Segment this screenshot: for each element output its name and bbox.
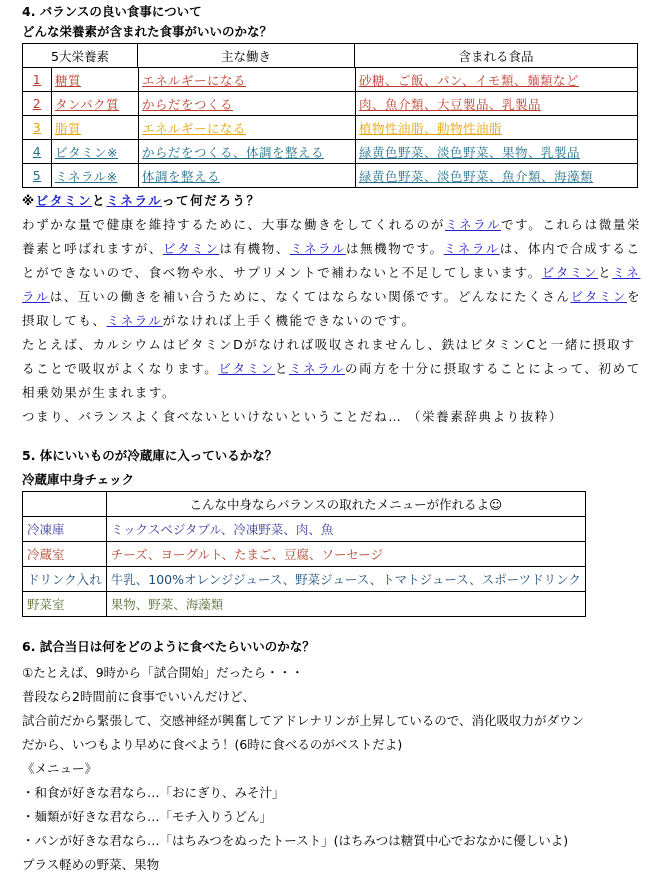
fridge-table (22, 491, 586, 617)
section-6-line: プラス軽めの野菜、果物 (22, 857, 160, 872)
mineral-link[interactable]: ミネラル (22, 265, 641, 304)
cell-role (139, 68, 356, 92)
nutrient-foods: 植物性油脂、動物性油脂 (359, 120, 503, 136)
fridge-items: チーズ、ヨーグルト、たまご、豆腐、ソーセージ (106, 542, 585, 567)
vitamin-link[interactable]: ビタミン (218, 361, 275, 376)
cell-name (52, 68, 139, 92)
nutrient-foods: 緑黄色野菜、淡色野菜、魚介類、海藻類 (359, 168, 594, 184)
fridge-place: 冷凍庫 (23, 517, 107, 542)
mineral-link[interactable]: ミネラル (288, 361, 345, 376)
table-row (23, 140, 638, 164)
section-4-title: 4. バランスの良い食事について (22, 4, 202, 19)
section-6-line: だから、いつもより早めに食べよう！(6時に食べるのがベストだよ) (22, 737, 403, 752)
row-number: 3 (32, 120, 42, 135)
cell-name (52, 92, 139, 116)
p1-text-c: は有機物、 (219, 241, 290, 256)
vitamin-link[interactable]: ビタミン (163, 241, 220, 256)
header-role: 主な働き (138, 44, 355, 68)
vitamin-link[interactable]: ビタミン (35, 193, 93, 208)
nutrient-name: 脂質 (55, 120, 82, 136)
row-number: 4 (32, 144, 42, 159)
section-6-line: 《メニュー》 (22, 761, 98, 776)
p1-text-b: です。これらは微量栄養素と呼ばれますが、 (22, 217, 642, 256)
nutrient-role: からだをつくる (142, 96, 234, 112)
cell-role (139, 92, 356, 116)
table-row (23, 116, 638, 140)
fridge-items: 牛乳、100%オレンジジュース、野菜ジュース、トマトジュース、スポーツドリンク (106, 567, 585, 592)
section-5-title: 5. 体にいいものが冷蔵庫に入っているかな？ (22, 448, 278, 463)
fridge-header-row (23, 492, 586, 517)
section-6-lines (22, 661, 642, 877)
nutrients-table (22, 43, 638, 68)
cell-num (23, 164, 52, 188)
vitamin-link[interactable]: ビタミン (570, 289, 627, 304)
mineral-link[interactable]: ミネラル (106, 313, 163, 328)
cell-num (23, 140, 52, 164)
fridge-place: ドリンク入れ (23, 567, 107, 592)
section-6-line: ・和食が好きな君なら…「おにぎり、みそ汁」 (22, 785, 285, 800)
table-row (23, 517, 586, 542)
cell-name (52, 164, 139, 188)
table-row (23, 567, 586, 592)
cell-role (139, 116, 356, 140)
paragraph-3: つまり、バランスよく食べないといけないということだね… （栄養素辞典より抜粋） (22, 409, 563, 424)
table-row (23, 92, 638, 116)
nutrient-foods: 緑黄色野菜、淡色野菜、果物、乳製品 (359, 144, 581, 160)
note-mark: ※ (22, 193, 36, 208)
fridge-items: 果物、野菜、海藻類 (106, 592, 585, 617)
table-row (23, 164, 638, 188)
mineral-link[interactable]: ミネラル (289, 241, 346, 256)
note-to: と (92, 193, 107, 208)
p2-text-a: たとえば、カルシウムはビタミンDがなければ吸収されませんし、鉄はビタミンCと一緒に摂取することで吸収がよくなります。 (22, 337, 636, 376)
header-foods: 含まれる食品 (355, 44, 638, 68)
cell-role (139, 164, 356, 188)
nutrients-rows (22, 67, 638, 188)
section-4-subtitle: どんな栄養素が含まれた食事がいいのかな？ (22, 24, 273, 39)
cell-foods (356, 164, 638, 188)
nutrient-name: ミネラル※ (55, 168, 118, 184)
note-heading (22, 189, 642, 213)
cell-num (23, 92, 52, 116)
p1-text-d: は無機物です。 (345, 241, 444, 256)
nutrient-role: エネルギーになる (142, 120, 247, 136)
table-row (23, 542, 586, 567)
p2-to: と (274, 361, 289, 376)
fridge-header-blank (23, 492, 107, 517)
nutrient-role: 体調を整える (142, 168, 221, 184)
table-row (23, 68, 638, 92)
p1-text-g: は、互いの働きを補い合うために、なくてはならない関係です。どんなにたくさん (49, 289, 571, 304)
nutrient-name: ビタミン※ (55, 144, 118, 160)
vitamin-link[interactable]: ビタミン (541, 265, 599, 280)
note-suffix: って何だろう？ (161, 193, 261, 208)
cell-num (23, 68, 52, 92)
section-6-line: 普段なら2時間前に食事でいいんだけど、 (22, 689, 255, 704)
paragraph-1 (22, 213, 642, 333)
cell-num (23, 116, 52, 140)
header-nutrient: 5大栄養素 (23, 44, 138, 68)
p1-text-h: を摂取しても、 (22, 289, 642, 328)
nutrient-name: タンパク質 (55, 96, 120, 112)
cell-foods (356, 116, 638, 140)
cell-role (139, 140, 356, 164)
mineral-link[interactable]: ミネラル (106, 193, 162, 208)
cell-foods (356, 92, 638, 116)
nutrient-foods: 砂糖、ご飯、パン、イモ類、麺類など (359, 72, 580, 88)
mineral-link[interactable]: ミネラル (445, 217, 502, 232)
fridge-items: ミックスベジタブル、冷凍野菜、肉、魚 (106, 517, 585, 542)
fridge-place: 冷蔵室 (23, 542, 107, 567)
p2-text-b: の両方を十分に摂取することによって、初めて相乗効果が生まれます。 (22, 361, 641, 400)
table-row (23, 592, 586, 617)
row-number: 5 (32, 168, 42, 183)
row-number: 1 (32, 72, 42, 87)
section-5-subtitle: 冷蔵庫中身チェック (22, 472, 135, 487)
fridge-place: 野菜室 (23, 592, 107, 617)
cell-foods (356, 140, 638, 164)
section-6 (22, 635, 642, 877)
paragraph-2 (22, 333, 642, 405)
section-6-line: ①たとえば、9時から「試合開始」だったら・・・ (22, 665, 304, 680)
cell-foods (356, 68, 638, 92)
fridge-header: こんな中身ならバランスの取れたメニューが作れるよ☺ (106, 492, 585, 517)
nutrient-role: からだをつくる、体調を整える (142, 144, 325, 160)
p1-text-i: がなければ上手く機能できないのです。 (162, 313, 416, 328)
document-page (22, 0, 642, 877)
p1-text-a: わずかな量で健康を維持するために、大事な働きをしてくれるのが (22, 217, 446, 232)
row-number: 2 (32, 96, 42, 111)
p1-text-e: は、体内で合成することができないので、食べ物や水、サプリメントで補わないと不足してしまいます。 (22, 241, 641, 280)
section-6-line: ・パンが好きな君なら…「はちみつをぬったトースト」(はちみつは糖質中心でおなかに優しいよ) (22, 833, 569, 848)
table-header-row (23, 44, 638, 68)
nutrient-foods: 肉、魚介類、大豆製品、乳製品 (359, 96, 542, 112)
section-6-line: 試合前だから緊張して、交感神経が興奮してアドレナリンが上昇しているので、消化吸収力がダウン (22, 713, 585, 728)
cell-name (52, 140, 139, 164)
p1-text-f: と (598, 265, 613, 280)
mineral-link[interactable]: ミネラル (443, 241, 500, 256)
section-6-title: 6. 試合当日は何をどのように食べたらいいのかな？ (22, 639, 315, 654)
section-6-line: ・麺類が好きな君なら…「モチ入りうどん」 (22, 809, 273, 824)
cell-name (52, 116, 139, 140)
nutrient-role: エネルギーになる (142, 72, 247, 88)
nutrient-name: 糖質 (55, 72, 82, 88)
